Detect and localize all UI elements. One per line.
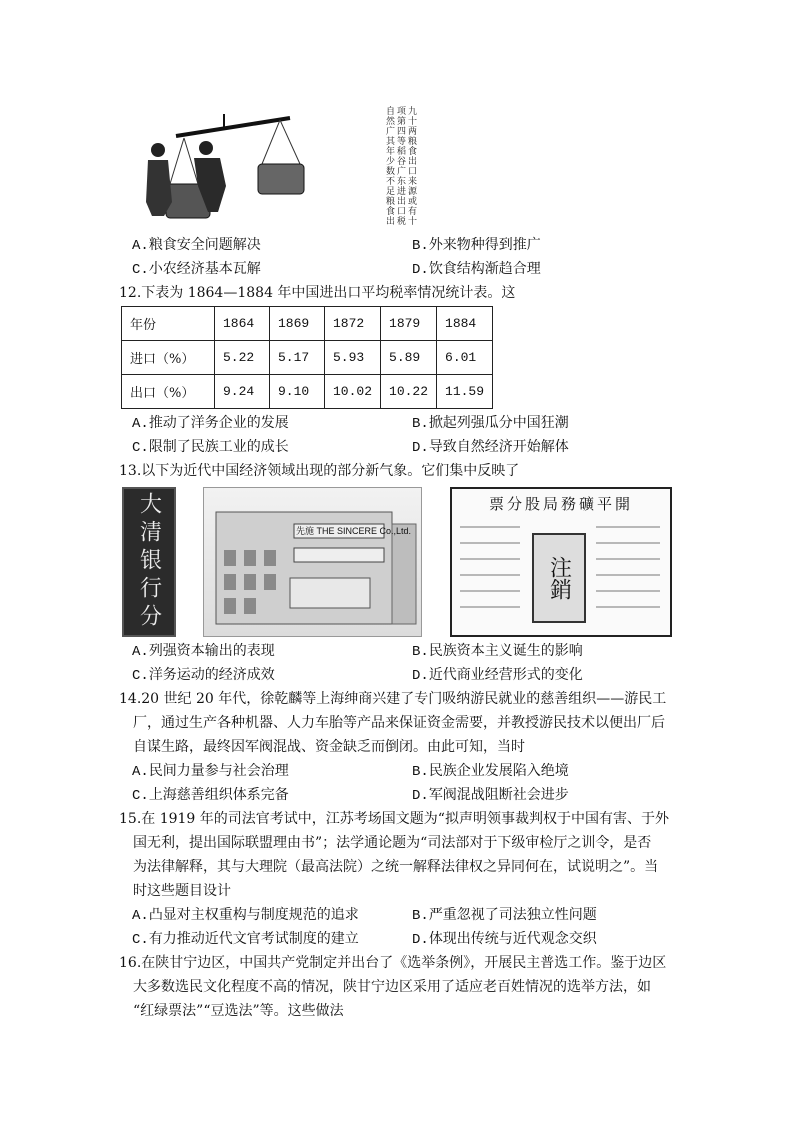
q11-option-d[interactable]: D.饮食结构渐趋合理 xyxy=(412,261,541,278)
q14-option-d[interactable]: D.军阀混战阻断社会进步 xyxy=(412,787,569,804)
table-cell: 11.59 xyxy=(437,375,493,409)
table-cell: 进口（%） xyxy=(122,341,215,375)
table-cell: 出口（%） xyxy=(122,375,215,409)
kaiping-mining-share-certificate xyxy=(450,487,672,637)
table-cell: 1872 xyxy=(325,307,381,341)
q15-stem-line: 为法律解释，其与大理院（最高法院）之统一解释法律权之异同何在，试说明之”。当 xyxy=(133,859,659,875)
table-cell: 10.02 xyxy=(325,375,381,409)
tariff-table xyxy=(121,306,493,409)
q15-stem-line: 国无利，提出国际联盟理由书”；法学通论题为“司法部对于下级审检厅之训令，是否 xyxy=(133,835,652,851)
q16-stem-line: 16.在陕甘宁边区，中国共产党制定并出台了《选举条例》，开展民主普选工作。鉴于边区 xyxy=(119,955,667,971)
q16-stem-line: “红绿票法”“豆选法”等。这些做法 xyxy=(133,1003,344,1019)
q15-option-b[interactable]: B.严重忽视了司法独立性问题 xyxy=(412,907,597,924)
store-sign-text: 先施 THE SINCERE Co.,Ltd. xyxy=(296,526,412,536)
sincere-department-store-photo xyxy=(203,487,422,637)
table-cell: 9.10 xyxy=(270,375,325,409)
q16-stem-line: 大多数选民文化程度不高的情况，陕甘宁边区采用了适应老百姓情况的选举方法，如 xyxy=(133,979,651,995)
q15-option-c[interactable]: C.有力推动近代文官考试制度的建立 xyxy=(132,931,359,948)
q14-option-b[interactable]: B.民族企业发展陷入绝境 xyxy=(412,763,569,780)
classical-chinese-text-image: 九十两粮食出口来源或有十项第四等稻谷广东进出口税自然广其年少数不足粮食出 xyxy=(384,106,416,226)
q12-option-d[interactable]: D.导致自然经济开始解体 xyxy=(412,439,569,456)
q14-stem-line: 厂，通过生产各种机器、人力车胎等产品来保证资金需要，并教授游民技术以便出厂后 xyxy=(133,715,665,731)
q13-option-b[interactable]: B.民族资本主义诞生的影响 xyxy=(412,643,583,660)
q13-option-d[interactable]: D.近代商业经营形式的变化 xyxy=(412,667,583,684)
q14-stem-line: 14.20 世纪 20 年代，徐乾麟等上海绅商兴建了专门吸纳游民就业的慈善组织——游民工 xyxy=(119,691,667,707)
cancelled-stamp: 注銷 xyxy=(532,533,586,623)
q13-option-a[interactable]: A.列强资本输出的表现 xyxy=(132,643,275,660)
table-cell: 1879 xyxy=(381,307,437,341)
q14-option-c[interactable]: C.上海慈善组织体系完备 xyxy=(132,787,289,804)
q14-stem-line: 自谋生路，最终因军阀混战、资金缺乏而倒闭。由此可知，当时 xyxy=(133,739,525,755)
table-cell: 1884 xyxy=(437,307,493,341)
table-cell: 10.22 xyxy=(381,375,437,409)
table-row xyxy=(122,307,493,341)
bank-signboard-image: 大清银行分 xyxy=(122,487,176,637)
q12-option-a[interactable]: A.推动了洋务企业的发展 xyxy=(132,415,289,432)
table-cell: 1864 xyxy=(215,307,270,341)
q15-option-d[interactable]: D.体现出传统与近代观念交织 xyxy=(412,931,597,948)
q12-option-c[interactable]: C.限制了民族工业的成长 xyxy=(132,439,289,456)
q13-stem: 13.以下为近代中国经济领域出现的部分新气象。它们集中反映了 xyxy=(119,463,520,479)
q11-option-a[interactable]: A.粮食安全问题解决 xyxy=(132,237,261,254)
q13-option-c[interactable]: C.洋务运动的经济成效 xyxy=(132,667,275,684)
q15-option-a[interactable]: A.凸显对主权重构与制度规范的追求 xyxy=(132,907,359,924)
q12-option-b[interactable]: B.掀起列强瓜分中国狂潮 xyxy=(412,415,569,432)
table-cell: 6.01 xyxy=(437,341,493,375)
table-cell: 5.89 xyxy=(381,341,437,375)
table-row xyxy=(122,375,493,409)
q14-option-a[interactable]: A.民间力量参与社会治理 xyxy=(132,763,289,780)
q11-option-b[interactable]: B.外来物种得到推广 xyxy=(412,237,541,254)
certificate-title: 票分股局務礦平開 xyxy=(488,495,633,513)
q11-option-c[interactable]: C.小农经济基本瓦解 xyxy=(132,261,261,278)
table-cell: 1869 xyxy=(270,307,325,341)
table-cell: 5.93 xyxy=(325,341,381,375)
q15-stem-line: 15.在 1919 年的司法官考试中，江苏考场国文题为“拟声明领事裁判权于中国有害、于外 xyxy=(119,811,669,827)
grain-porters-illustration xyxy=(128,112,320,222)
table-cell: 年份 xyxy=(122,307,215,341)
table-row xyxy=(122,341,493,375)
table-cell: 5.22 xyxy=(215,341,270,375)
q15-stem-line: 时这些题目设计 xyxy=(133,883,231,899)
table-cell: 5.17 xyxy=(270,341,325,375)
q12-stem: 12.下表为 1864—1884 年中国进出口平均税率情况统计表。这 xyxy=(119,285,516,301)
table-cell: 9.24 xyxy=(215,375,270,409)
